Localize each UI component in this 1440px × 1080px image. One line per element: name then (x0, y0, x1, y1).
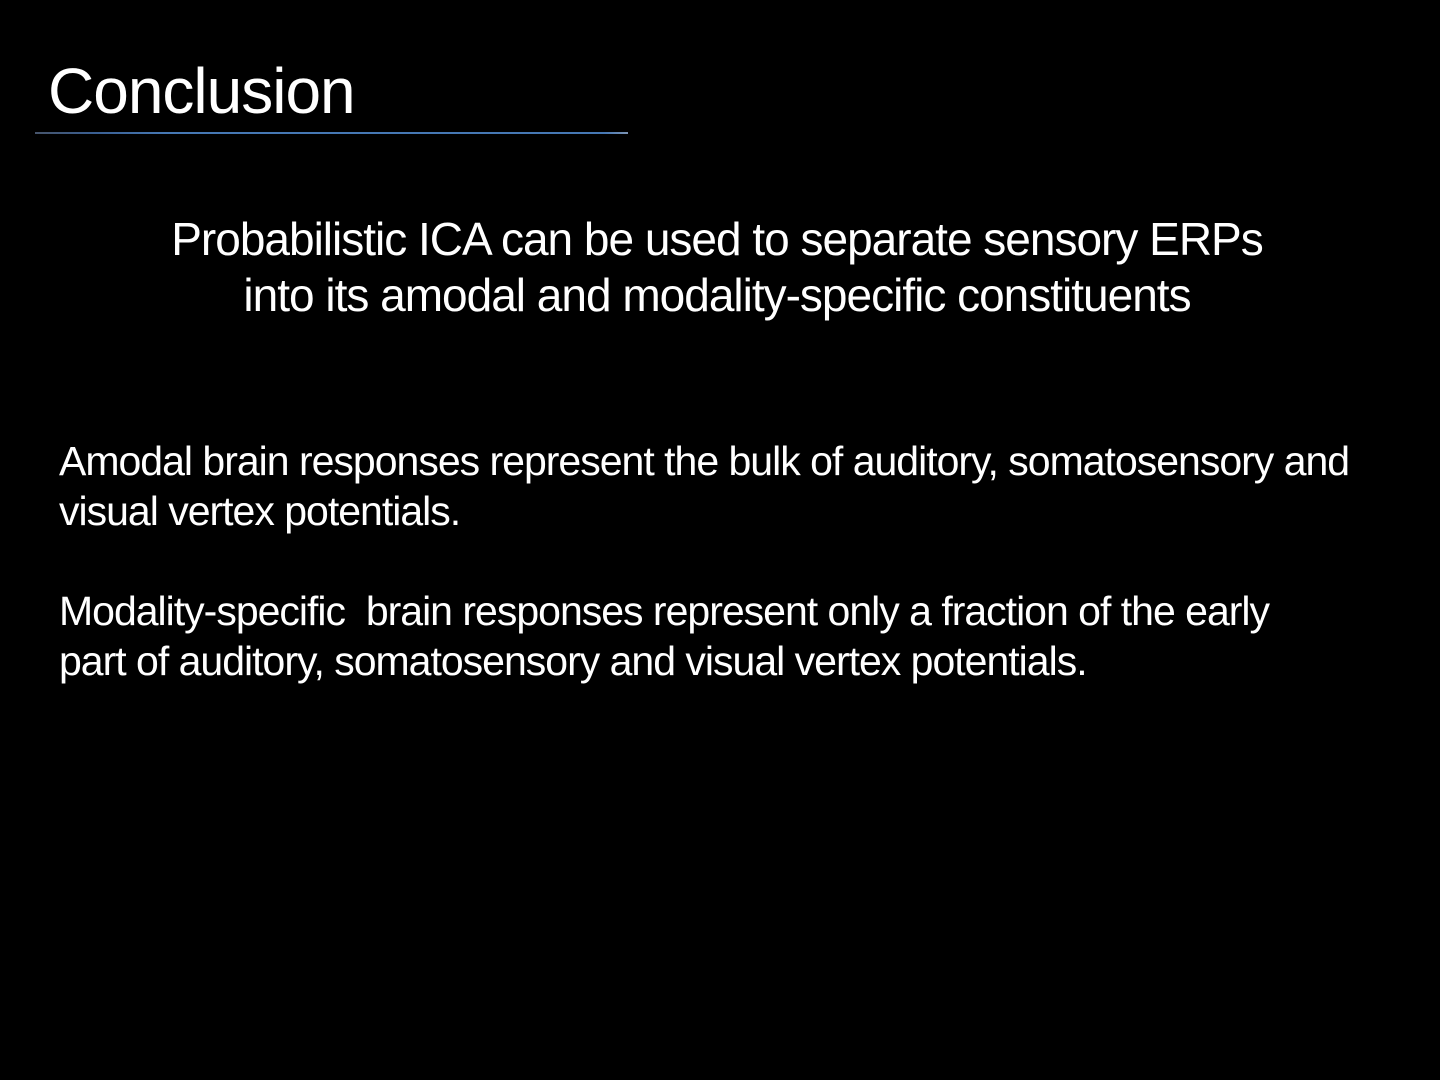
slide-title: Conclusion (48, 55, 355, 127)
slide-body (59, 436, 1409, 736)
title-underline-rule (35, 132, 628, 134)
subtitle-line-2: into its amodal and modality-specific constituents (243, 269, 1191, 321)
paragraph-line: Amodal brain responses represent the bulk of auditory, somatosensory and (59, 438, 1350, 484)
paragraph-line: Modality-specific brain responses represent only a fraction of the early (59, 588, 1270, 634)
paragraph-line: part of auditory, somatosensory and visual vertex potentials. (59, 638, 1087, 684)
paragraph-amodal (59, 436, 1409, 536)
subtitle-line-1: Probabilistic ICA can be used to separate sensory ERPs (171, 213, 1263, 265)
paragraph-line: visual vertex potentials. (59, 488, 461, 534)
paragraph-modality-specific (59, 586, 1409, 686)
slide-subtitle (0, 211, 1434, 323)
